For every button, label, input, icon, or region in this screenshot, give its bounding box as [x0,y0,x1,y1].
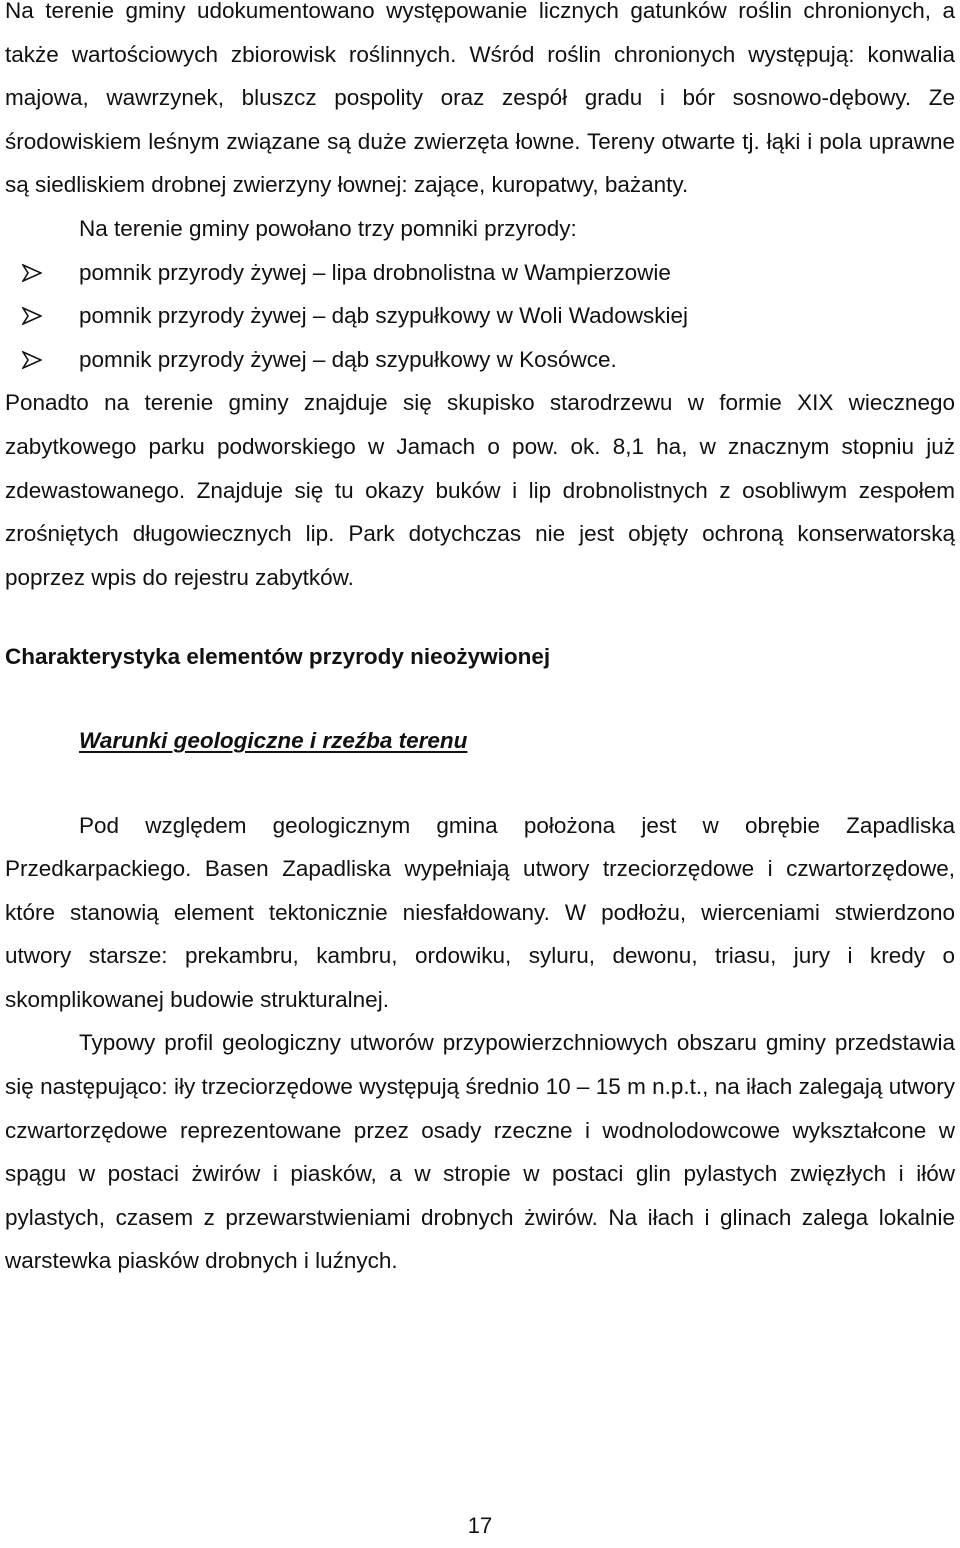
intro-paragraph: Na terenie gminy udokumentowano występowanie licznych gatunków roślin chronionych, a także wartościowych zbiorowisk roślinnych. Wśród roślin chronionych występują: konwalia majowa, wawrzynek, bluszcz pospolity oraz zespół gradu i bór sosnowo-dębowy. Ze środowiskiem leśnym związane są duże zwierzęta łowne. Tereny otwarte tj. łąki i pola uprawne są siedliskiem drobnej zwierzyny łownej: zające, kuropatwy, bażanty. [5,0,955,198]
arrowhead-bullet-icon [22,251,46,295]
list-item-text: pomnik przyrody żywej – dąb szypułkowy w Kosówce. [79,346,617,372]
arrowhead-bullet-icon [22,338,46,382]
list-item-text: pomnik przyrody żywej – dąb szypułkowy w Woli Wadowskiej [79,303,688,329]
monuments-lead: Na terenie gminy powołano trzy pomniki przyrody: [79,215,577,241]
list-item [5,251,955,295]
geology-paragraph-2: Typowy profil geologiczny utworów przypowierzchniowych obszaru gminy przedstawia się następująco: iły trzeciorzędowe występują średnio 10 – 15 m n.p.t., na iłach zalegają utwory czwartorzędowe reprezentowane przez osady rzeczne i wodnolodowcowe wykształcone w spągu w postaci żwirów i piasków, a w stropie w postaci glin pylastych zwięzłych i iłów pylastych, czasem z przewarstwieniami drobnych żwirów. Na iłach i glinach zalega lokalnie warstewka piasków drobnych i luźnych. [5,1030,955,1274]
list-item [5,294,955,338]
arrowhead-bullet-icon [22,294,46,338]
section-subheading: Warunki geologiczne i rzeźba terenu [79,727,468,753]
section-heading: Charakterystyka elementów przyrody nieożywionej [5,644,551,670]
park-paragraph: Ponadto na terenie gminy znajduje się skupisko starodrzewu w formie XIX wiecznego zabytkowego parku podworskiego w Jamach o pow. ok. 8,1 ha, w znacznym stopniu już zdewastowanego. Znajduje się tu okazy buków i lip drobnolistnych z osobliwym zespołem zrośniętych długowiecznych lip. Park dotychczas nie jest objęty ochroną konserwatorską poprzez wpis do rejestru zabytków. [5,390,955,590]
list-item-text: pomnik przyrody żywej – lipa drobnolistna w Wampierzowie [79,259,671,285]
list-item [5,338,955,382]
geology-paragraph-1: Pod względem geologicznym gmina położona jest w obrębie Zapadliska Przedkarpackiego. Basen Zapadliska wypełniają utwory trzeciorzędowe i czwartorzędowe, które stanowią element tektonicznie niesfałdowany. W podłożu, wierceniami stwierdzono utwory starsze: prekambru, kambru, ordowiku, syluru, dewonu, triasu, jury i kredy o skomplikowanej budowie strukturalnej. [5,812,955,1012]
monuments-list [5,251,955,382]
document-page [5,0,955,1283]
page-number: 17 [467,1513,493,1538]
